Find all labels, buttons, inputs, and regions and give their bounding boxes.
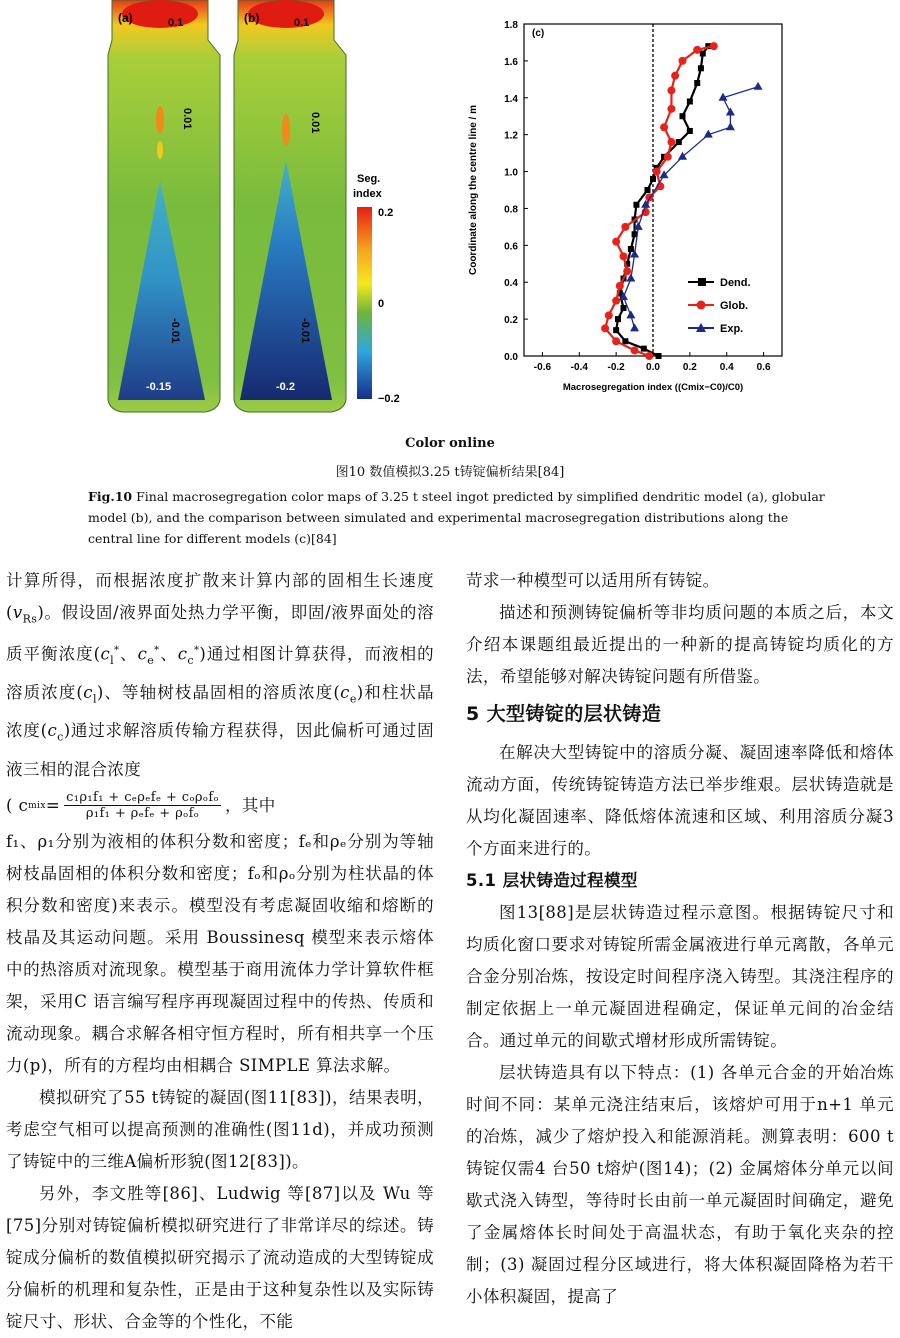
data-point-dend	[628, 246, 634, 252]
series-line-dend	[616, 46, 708, 356]
legend-label: Glob.	[720, 300, 749, 312]
y-tick-label: 1.6	[504, 56, 518, 68]
data-point-glob	[621, 223, 629, 231]
mixture-formula-fraction: c₁ρ₁f₁ + cₑρₑfₑ + cₒρₒfₒ ρ₁f₁ + ρₑfₑ + ρₒfₒ	[66, 790, 219, 822]
data-point-glob	[671, 72, 679, 80]
section-5-heading: 5 大型铸锭的层状铸造	[466, 703, 662, 725]
figure-caption-en	[88, 486, 828, 549]
x-axis-label: Macrosegregation index ((Cmix−C0)/C0)	[562, 382, 744, 393]
figure-caption-en-text: Final macrosegregation color maps of 3.25 t steel ingot predicted by simplified dendritic model (a), globular model (b), and the comparison between simulated and experimental macrosegregation distributions along the central line for different models (c)[84]	[88, 489, 825, 546]
figure-caption-cn: 图10 数值模拟3.25 t铸锭偏析结果[84]	[335, 465, 565, 480]
data-point-exp	[726, 122, 735, 130]
legend-title-index: index	[353, 188, 382, 200]
right-text-column	[466, 565, 894, 1313]
panel-a-label: (a)	[118, 11, 133, 25]
data-point-dend	[687, 128, 693, 134]
left-text-column	[6, 565, 434, 1338]
y-axis-label: Coordinate along the centre line / m	[468, 104, 479, 276]
legend-label: Exp.	[720, 323, 744, 335]
data-point-exp	[626, 310, 635, 318]
data-point-exp	[630, 323, 639, 331]
x-tick-label: 0.6	[756, 362, 771, 373]
data-point-dend	[613, 327, 619, 333]
data-point-dend	[644, 187, 650, 193]
data-point-dend	[698, 65, 704, 71]
right-paragraph-4: 图13[88]是层状铸造过程示意图。根据铸锭尺寸和均质化窗口要求对铸锭所需金属液进行单元离散，各单元合金分别冶炼，按设定时间程序浇入铸型。其浇注程序的制定依据上一单元凝固进程确定，保证单元间的冶金结合。通过单元的间歇式增材形成所需铸锭。	[466, 903, 894, 1050]
legend-min: −0.2	[378, 393, 400, 405]
ingot-map-b	[234, 0, 346, 412]
map-a-bottom-value: -0.15	[146, 381, 172, 393]
x-tick-label: -0.6	[533, 362, 552, 373]
y-tick-label: 1.0	[504, 167, 518, 179]
data-point-dend	[687, 98, 693, 104]
right-paragraph-5: 层状铸造具有以下特点：(1) 各单元合金的开始冶炼时间不同：某单元浇注结束后，该熔炉可用于n+1 单元的冶炼，减少了熔炉投入和能源消耗。测算表明：600 t铸锭仅需4 台50 t熔炉(图14)；(2) 金属熔体分单元以间歇式浇入铸型，等待时长由前一单元凝固时间确定，避免了金属熔体长时间处于高温状态，有助于氧化夹杂的控制；(3) 凝固过程分区域进行，将大体积凝固降格为若干小体积凝固，提高了	[466, 1063, 894, 1306]
left-paragraph-3: 另外，李文胜等[86]、Ludwig 等[87]以及 Wu 等[75]分别对铸锭偏析模拟研究进行了非常详尽的综述。铸锭成分偏析的数值模拟研究揭示了流动造成的大型铸锭成分偏析的机理和复杂性，正是由于这种复杂性以及实际铸锭尺寸、形状、合金等的个性化，不能	[6, 1183, 434, 1331]
x-tick-label: -0.4	[570, 362, 588, 373]
data-point-dend	[641, 346, 647, 352]
y-tick-label: 0.2	[504, 315, 518, 327]
data-point-exp	[754, 82, 763, 90]
legend-marker	[698, 278, 706, 286]
x-tick-label: -0.2	[607, 362, 625, 373]
left-paragraph-1: 计算所得，而根据浓度扩散来计算内部的固相生长速度$(v_{Rs})$。假设固/液界面处热力学平衡，即固/液界面处的溶质平衡浓度($c_l^*$、$c_e^*$、$c_c^*$)通过相图计算获得，而液相的溶质浓度$(c_l)$、等轴树枝晶固相的溶质浓度$(c_e)$和柱状晶浓度$(c_c)$通过求解溶质传输方程获得，因此偏析可通过固液三相的混合浓度	[6, 571, 435, 779]
data-point-dend	[615, 316, 621, 322]
right-paragraph-3: 在解决大型铸锭中的溶质分凝、凝固速率降低和熔体流动方面，传统铸锭铸造方法已举步维艰。层状铸造就是从均化凝固速率、降低熔体流速和区域、利用溶质分凝3个方面来进行的。	[466, 743, 894, 858]
y-tick-label: 1.8	[504, 20, 518, 31]
mixture-formula-line: ( c mix = c₁ρ₁f₁ + cₑρₑfₑ + cₒρₒfₒ ρ₁f₁ + ρₑfₑ + ρₒfₒ ，其中	[6, 790, 276, 822]
color-online-note: Color online	[405, 436, 495, 451]
data-point-glob	[667, 138, 675, 146]
data-point-glob	[667, 105, 675, 113]
data-point-glob	[623, 267, 631, 275]
x-tick-label: 0.0	[646, 362, 660, 373]
map-b-top-value: 0.1	[294, 17, 310, 29]
data-point-glob	[710, 42, 718, 50]
data-point-dend	[656, 353, 662, 359]
y-tick-label: 0.0	[504, 352, 518, 363]
data-point-glob	[620, 252, 628, 260]
data-point-exp	[678, 152, 687, 160]
data-point-glob	[612, 238, 620, 246]
panel-b-label: (b)	[244, 11, 260, 25]
data-point-glob	[664, 153, 672, 161]
right-paragraph-1: 苛求一种模型可以适用所有铸锭。	[466, 571, 720, 590]
legend-label: Dend.	[720, 277, 751, 289]
data-point-dend	[633, 202, 639, 208]
map-a-low-value: -0.01	[169, 318, 181, 344]
left-paragraph-2: 模拟研究了55 t铸锭的凝固(图11[83])，结果表明，考虑空气相可以提高预测的准确性(图11d)，并成功预测了铸锭中的三维A偏析形貌(图12[83])。	[6, 1087, 434, 1171]
data-point-glob	[678, 57, 686, 65]
legend-max: 0.2	[378, 207, 394, 219]
data-point-glob	[645, 352, 653, 360]
figure-caption-en-label: Fig.10	[88, 489, 133, 504]
data-point-dend	[650, 176, 656, 182]
data-point-glob	[612, 337, 620, 345]
data-point-glob	[693, 46, 701, 54]
x-tick-label: 0.2	[682, 362, 697, 373]
data-point-glob	[605, 311, 613, 319]
y-tick-label: 0.4	[504, 278, 518, 290]
left-paragraph-1-cont: f₁、ρ₁分别为液相的体积分数和密度；fₑ和ρₑ分别为等轴树枝晶固相的体积分数和密度；fₒ和ρₒ分别为柱状晶的体积分数和密度)来表示。模型没有考虑凝固收缩和熔断的枝晶及其运动问题。采用 Boussinesq 模型来表示熔体中的热溶质对流现象。模型基于商用流体力学计算软件框架，采用C 语言编写程序再现凝固过程中的传热、传质和流动现象。耦合求解各相守恒方程时，所有相共享一个压力(p)，所有的方程均由相耦合 SIMPLE 算法求解。	[6, 831, 434, 1075]
legend-mid: 0	[378, 298, 385, 310]
map-a-mid-value: 0.01	[181, 108, 193, 130]
right-paragraph-2: 描述和预测铸锭偏析等非均质问题的本质之后，本文介绍本课题组最近提出的一种新的提高铸锭均质化的方法，希望能够对解决铸锭问题有所借鉴。	[466, 603, 894, 686]
data-point-glob	[601, 324, 609, 332]
data-point-exp	[726, 108, 735, 116]
data-point-dend	[676, 139, 682, 145]
segregation-maps-figure	[0, 0, 400, 420]
map-b-mid-value: 0.01	[309, 112, 321, 134]
legend-marker	[697, 301, 706, 310]
data-point-glob	[667, 86, 675, 94]
data-point-dend	[621, 305, 627, 311]
data-point-glob	[653, 168, 661, 176]
data-point-glob	[660, 123, 668, 131]
data-point-glob	[631, 346, 639, 354]
macrosegregation-chart	[440, 0, 900, 420]
data-point-glob	[616, 282, 624, 290]
y-tick-label: 1.4	[504, 93, 518, 105]
section-5-1-heading: 5.1 层状铸造过程模型	[466, 871, 638, 890]
data-point-glob	[612, 297, 620, 305]
y-tick-label: 1.2	[504, 130, 518, 142]
map-b-bottom-value: -0.2	[276, 381, 295, 393]
y-tick-label: 0.8	[504, 204, 518, 216]
color-legend	[353, 173, 400, 405]
legend-title-seg: Seg.	[357, 173, 381, 185]
x-tick-label: 0.4	[719, 362, 734, 373]
y-tick-label: 0.6	[504, 241, 518, 253]
panel-c-label: (c)	[532, 28, 545, 39]
map-a-top-value: 0.1	[168, 17, 184, 29]
data-point-dend	[679, 113, 685, 119]
data-point-dend	[694, 80, 700, 86]
ingot-map-a	[108, 0, 220, 412]
data-point-dend	[622, 338, 628, 344]
map-b-low-value: -0.01	[299, 318, 311, 344]
legend-color-bar	[357, 207, 372, 399]
